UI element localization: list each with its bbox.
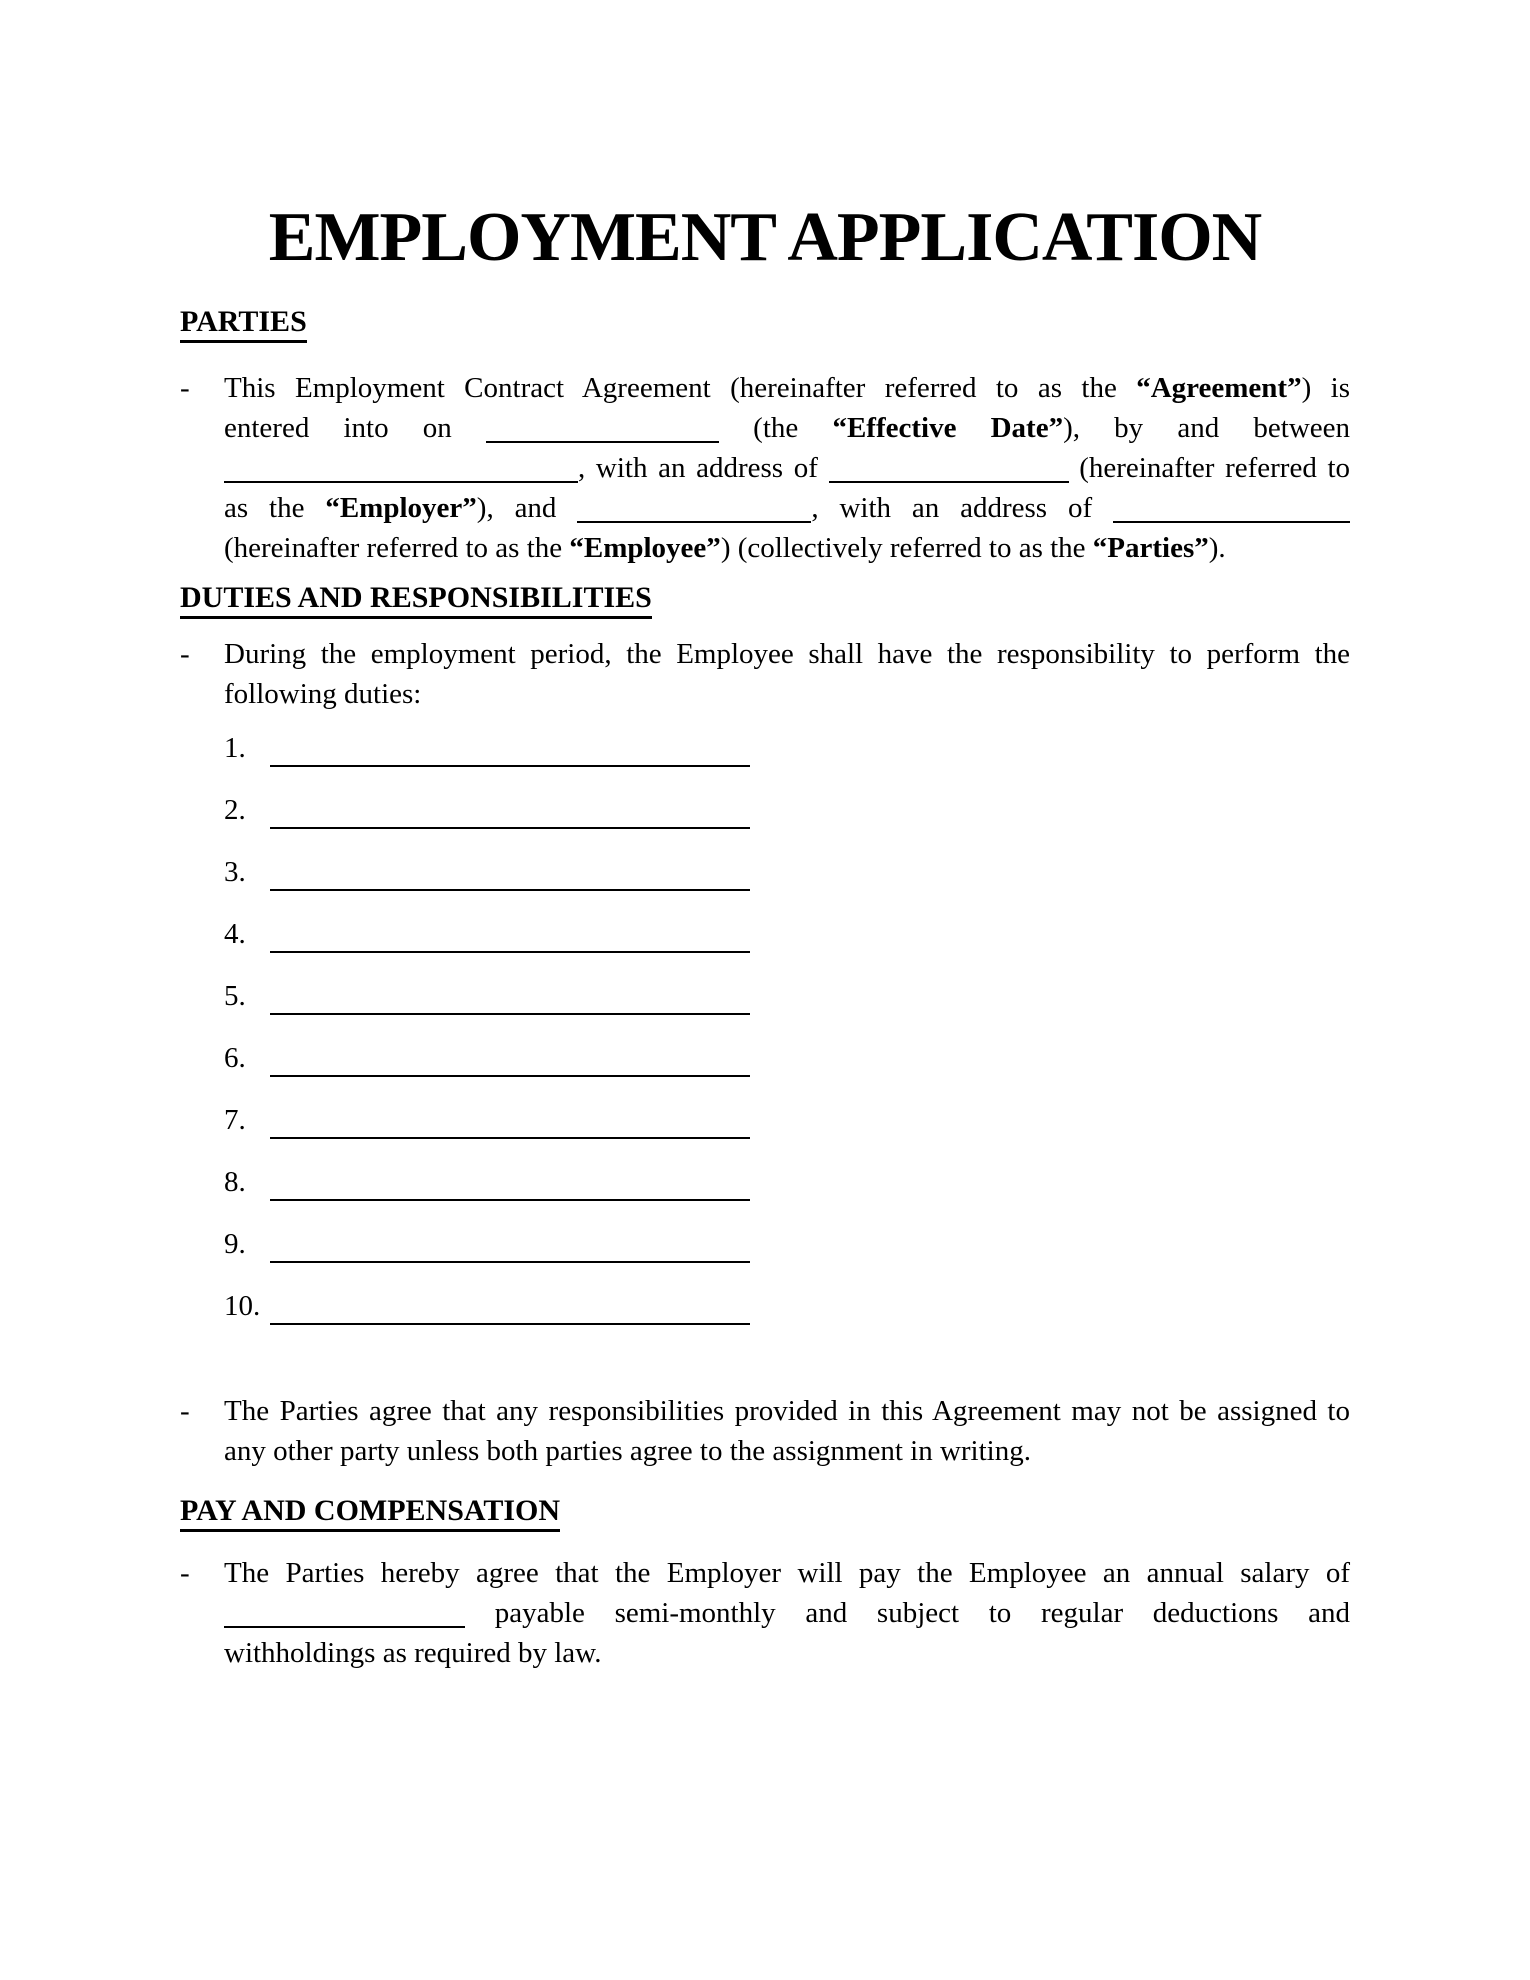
paragraph-line-2 [224,408,1350,448]
bullet-dash: - [180,372,190,404]
duty-item [224,728,1350,768]
duty-item [224,1224,1350,1264]
duty-number: 7. [224,1104,246,1136]
text-segment: as the [224,492,305,524]
text-segment: any other party unless both parties agree to the assignment in writing. [224,1435,1031,1467]
duty-line-10-blank[interactable] [270,1286,750,1325]
bold-term-employee: “Employee” [569,532,721,564]
bold-term-employer: “Employer” [325,492,477,524]
paragraph-line-2 [224,1431,1350,1471]
duty-item [224,790,1350,830]
employer-name-blank[interactable] [224,481,578,483]
parties-heading-text: PARTIES [180,305,307,343]
duty-number: 2. [224,794,246,826]
duty-number: 10. [224,1290,261,1322]
paragraph-line-5 [224,528,1350,568]
text-segment: , with an address of [811,492,1093,524]
text-segment: (the [753,412,799,444]
salary-blank[interactable] [224,1626,465,1628]
text-segment: ), and [476,492,557,524]
duty-line-9-blank[interactable] [270,1224,750,1263]
duty-line-2-blank[interactable] [270,790,750,829]
duty-line-5-blank[interactable] [270,976,750,1015]
duty-item [224,976,1350,1016]
duty-number: 6. [224,1042,246,1074]
bold-term-effective-date: “Effective Date” [832,412,1064,444]
text-segment: (hereinafter referred to as the [224,532,563,564]
paragraph-line-1 [224,368,1350,408]
duty-number: 5. [224,980,246,1012]
duty-item [224,914,1350,954]
bold-term-parties: “Parties” [1092,532,1209,564]
duty-line-1-blank[interactable] [270,728,750,767]
pay-heading [180,1493,1350,1529]
duties-heading [180,580,1350,616]
employee-name-blank[interactable] [577,521,811,523]
pay-paragraph [180,1553,1350,1673]
text-segment: ), by and between [1063,412,1351,444]
duty-line-7-blank[interactable] [270,1100,750,1139]
duty-list [224,728,1350,1349]
text-segment: ). [1208,532,1226,564]
assignment-note-paragraph [180,1391,1350,1471]
paragraph-line-3 [224,448,1350,488]
duty-number: 4. [224,918,246,950]
paragraph-line-4 [224,488,1350,528]
text-segment: (hereinafter referred to [1079,452,1351,484]
duty-item [224,852,1350,892]
text-segment: following duties: [224,678,422,710]
duty-item [224,1286,1350,1326]
duty-item [224,1162,1350,1202]
text-segment: ) is [1301,372,1350,404]
pay-paragraph-text [224,1553,1350,1673]
duty-number: 9. [224,1228,246,1260]
assignment-note-text [224,1391,1350,1471]
paragraph-line-2 [224,674,1350,714]
duty-line-8-blank[interactable] [270,1162,750,1201]
parties-heading [180,304,1350,340]
duty-line-3-blank[interactable] [270,852,750,891]
text-segment: payable semi-monthly and subject to regular deductions and [494,1597,1351,1629]
text-segment: During the employment period, the Employee shall have the responsibility to perform the [224,638,1350,670]
text-segment: withholdings as required by law. [224,1637,602,1669]
bullet-dash: - [180,1557,190,1589]
paragraph-line-2 [224,1593,1350,1633]
parties-paragraph [180,368,1350,568]
duty-line-4-blank[interactable] [270,914,750,953]
employer-address-blank[interactable] [829,481,1069,483]
bullet-dash: - [180,1395,190,1427]
text-segment: ) (collectively referred to as the [720,532,1086,564]
parties-paragraph-text [224,368,1350,568]
paragraph-line-1 [224,634,1350,674]
text-segment: , with an address of [578,452,818,484]
text-segment: entered into on [224,412,452,444]
bullet-dash: - [180,638,190,670]
paragraph-line-3 [224,1633,1350,1673]
text-segment: The Parties agree that any responsibilities provided in this Agreement may not be assigned to [224,1395,1350,1427]
duty-number: 3. [224,856,246,888]
duties-intro-paragraph [180,634,1350,714]
document-title: EMPLOYMENT APPLICATION [268,199,1262,276]
duties-intro-text [224,634,1350,714]
duty-item [224,1038,1350,1078]
effective-date-blank[interactable] [486,441,719,443]
employee-address-blank[interactable] [1113,521,1350,523]
text-segment: The Parties hereby agree that the Employer will pay the Employee an annual salary of [224,1557,1350,1589]
duty-number: 8. [224,1166,246,1198]
pay-heading-text: PAY AND COMPENSATION [180,1494,560,1532]
duty-number: 1. [224,732,246,764]
duty-line-6-blank[interactable] [270,1038,750,1077]
paragraph-line-1 [224,1391,1350,1431]
duties-heading-text: DUTIES AND RESPONSIBILITIES [180,581,652,619]
bold-term-agreement: “Agreement” [1136,372,1302,404]
paragraph-line-1 [224,1553,1350,1593]
duty-item [224,1100,1350,1140]
text-segment: This Employment Contract Agreement (hereinafter referred to as the [224,372,1117,404]
